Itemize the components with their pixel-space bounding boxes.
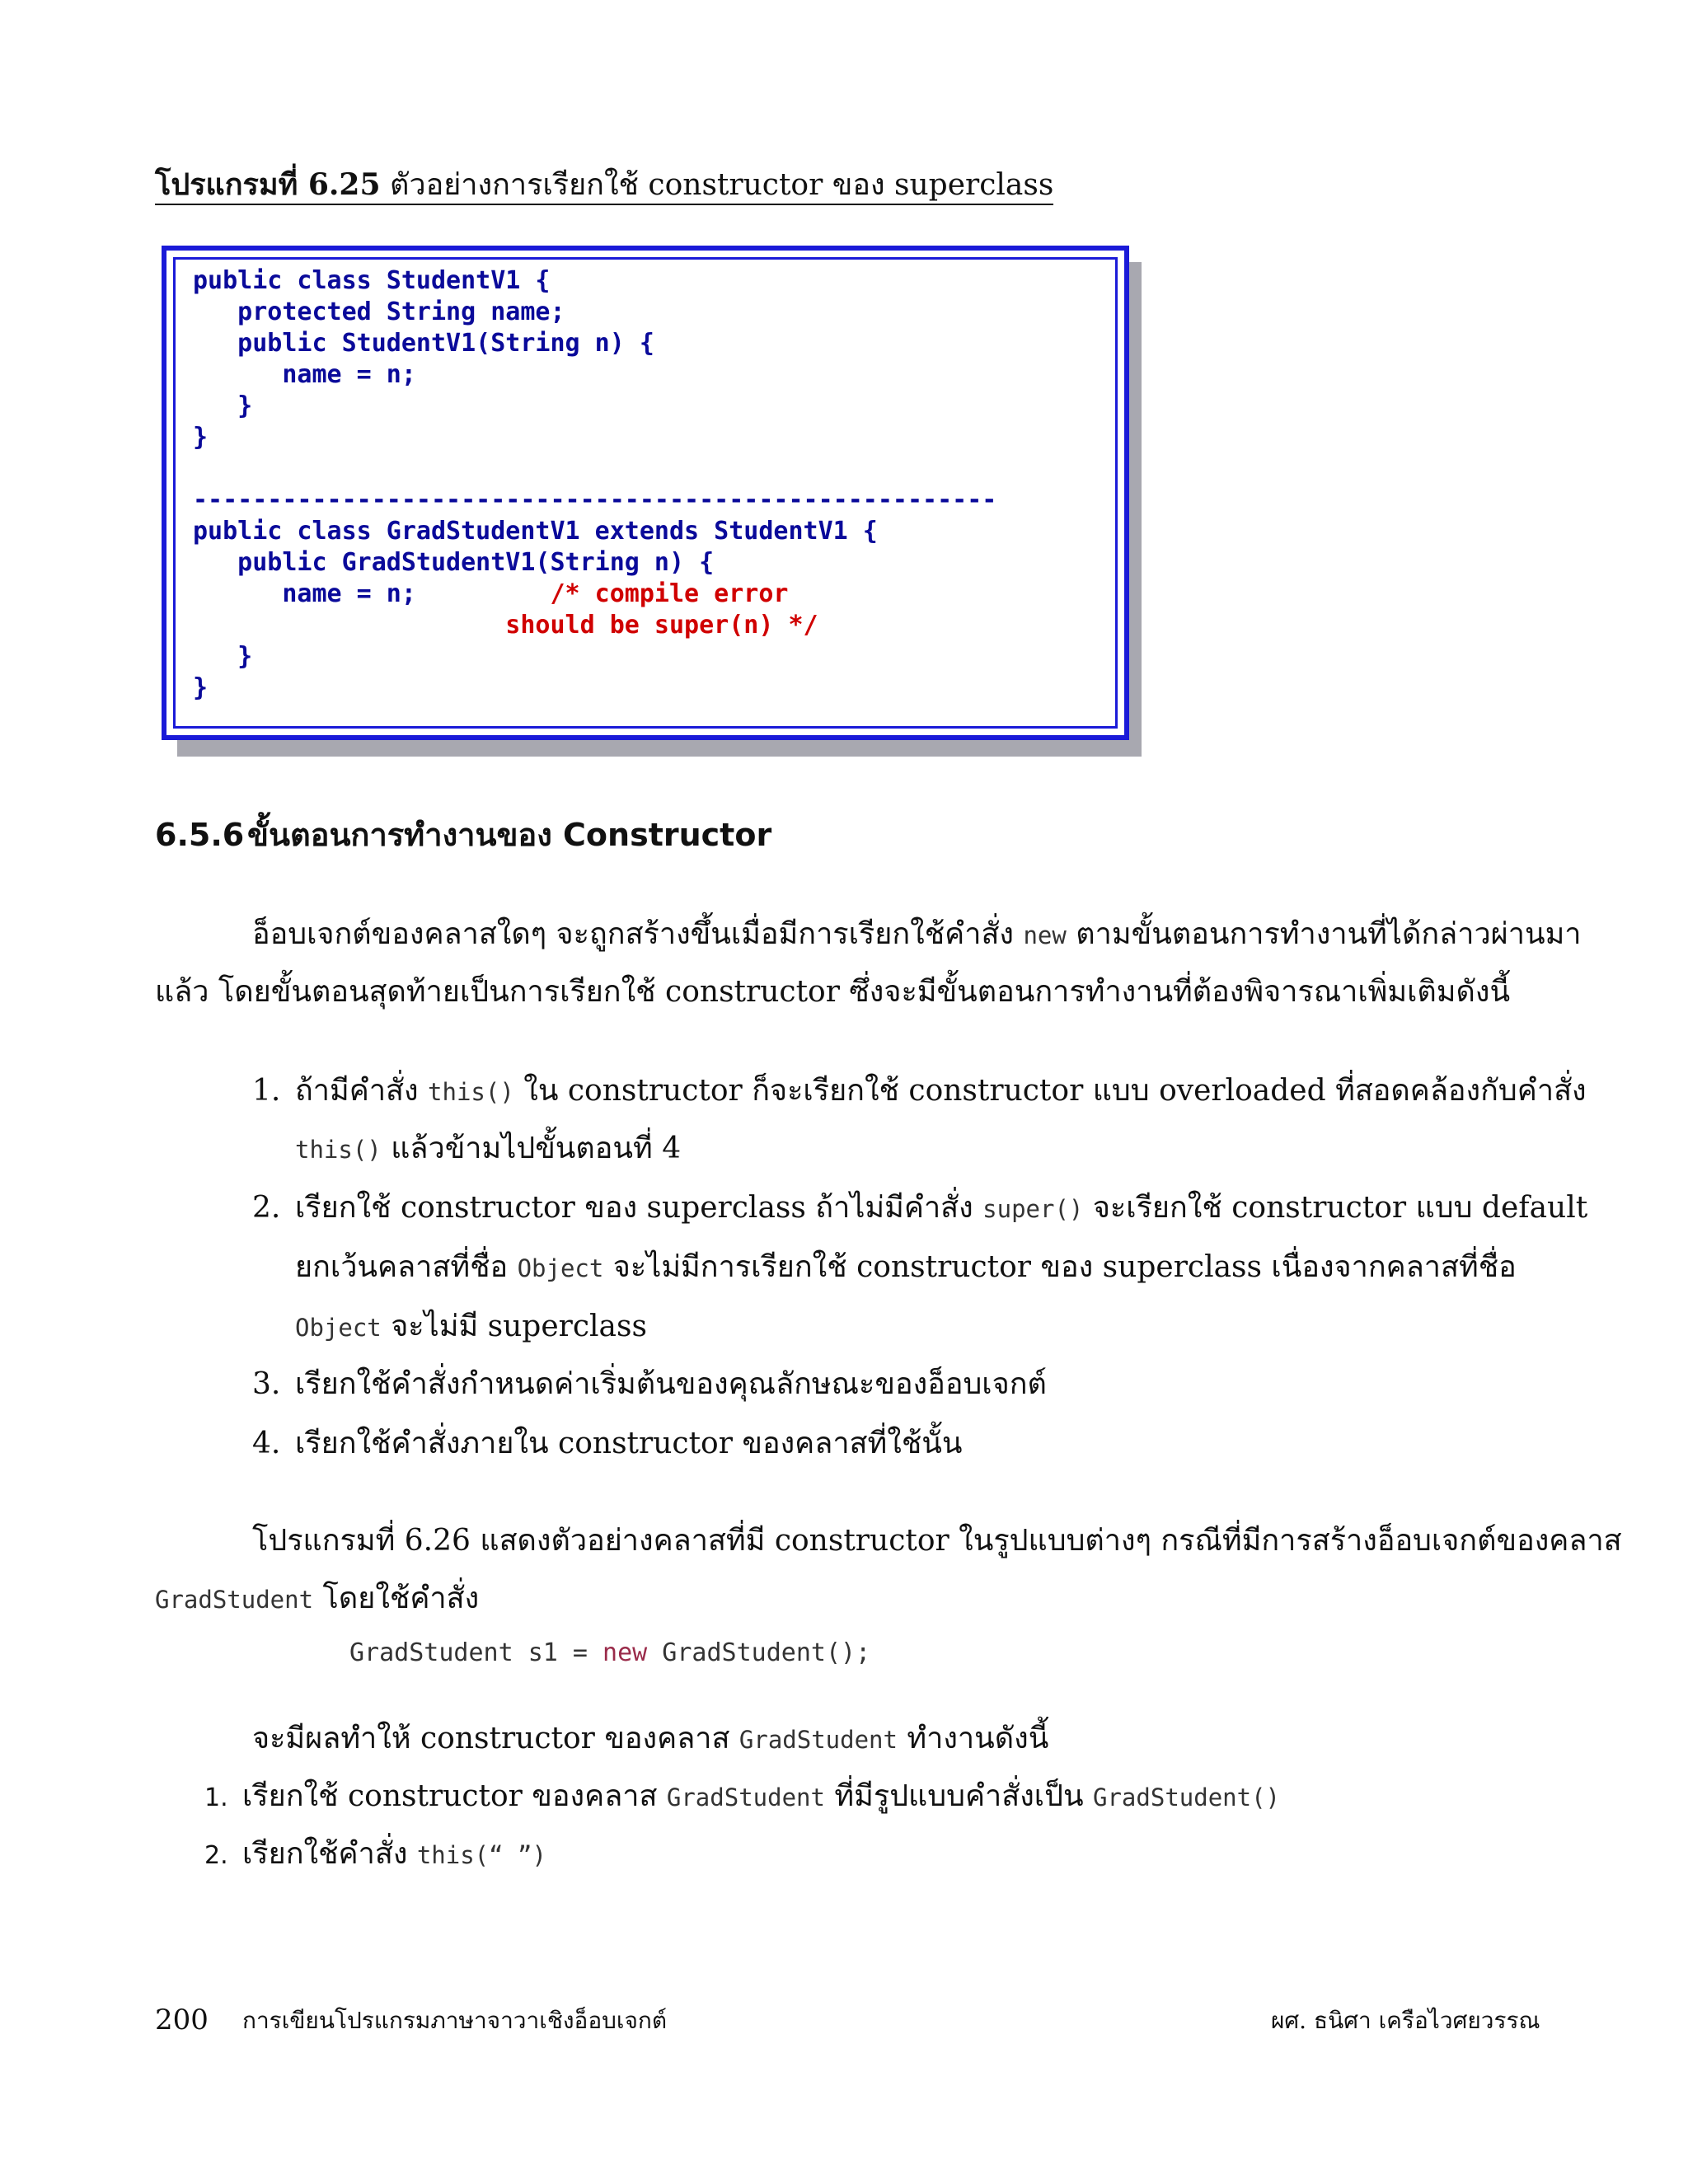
- step-number: 1.: [204, 1783, 228, 1812]
- step-2-continued: [295, 1248, 1517, 1288]
- inline-code: GradStudent: [155, 1586, 314, 1614]
- inline-code: this(): [295, 1136, 382, 1164]
- step-number: 2.: [204, 1841, 228, 1870]
- code-separator: ------------------------------------------------------: [193, 485, 997, 514]
- step-number: 1.: [252, 1074, 281, 1108]
- caption-label: โปรแกรมที่ 6.25: [155, 167, 381, 202]
- example-code: [349, 1637, 870, 1670]
- step-1-continued: [295, 1129, 681, 1169]
- code-line: }: [193, 423, 209, 452]
- step-text: เรียกใช้ constructor ของคลาส: [242, 1779, 667, 1813]
- inline-code: GradStudent: [666, 1783, 825, 1811]
- code-line: public GradStudentV1(String n) {: [193, 548, 715, 577]
- step-text: ถ้ามีคำสั่ง: [295, 1074, 429, 1108]
- inline-code: Object: [517, 1254, 604, 1282]
- step-text: เรียกใช้คำสั่ง: [242, 1837, 417, 1871]
- program-caption: [155, 165, 1053, 205]
- intro-line-2: แล้ว โดยขั้นตอนสุดท้ายเป็นการเรียกใช้ constructor ซึ่งจะมีขั้นตอนการทำงานที่ต้องพิจารณาเพิ่มเติมดังนี้: [155, 975, 1511, 1009]
- inline-code: GradStudent(): [1093, 1783, 1280, 1811]
- section-title: ขั้นตอนการทำงานของ Constructor: [247, 817, 772, 853]
- inline-code: super(): [982, 1195, 1084, 1223]
- code-listing: [193, 265, 996, 704]
- example-code-text: GradStudent s1 =: [349, 1638, 603, 1667]
- step-text: ใน constructor ก็จะเรียกใช้ constructor แบบ overloaded ที่สอดคล้องกับคำสั่ง: [513, 1074, 1587, 1108]
- caption-text: ตัวอย่างการเรียกใช้ constructor ของ superclass: [380, 168, 1054, 202]
- code-line: public class StudentV1 {: [193, 266, 551, 295]
- example-code-text: GradStudent();: [647, 1638, 871, 1667]
- result-step-1: [204, 1777, 1280, 1818]
- step-number: 4.: [252, 1427, 281, 1460]
- result-step-2: [204, 1835, 546, 1876]
- code-error-comment: /* compile error: [415, 579, 789, 608]
- step-text: เรียกใช้คำสั่งกำหนดค่าเริ่มต้นของคุณลักษณะของอ็อบเจกต์: [295, 1367, 1047, 1401]
- inline-code: this(“ ”): [416, 1841, 546, 1869]
- step-text: แล้วข้ามไปขั้นตอนที่ 4: [381, 1132, 682, 1165]
- author-name: ผศ. ธนิศา เครือไวศยวรรณ: [1271, 2007, 1540, 2034]
- code-line: protected String name;: [193, 298, 565, 326]
- section-heading: [155, 814, 771, 855]
- step-text: จะเรียกใช้ constructor แบบ default: [1083, 1191, 1588, 1225]
- step-4: [252, 1424, 962, 1464]
- code-line: }: [193, 673, 209, 702]
- code-line: [193, 611, 505, 640]
- section-number: 6.5.6: [155, 817, 245, 853]
- inline-code: GradStudent: [738, 1726, 898, 1754]
- intro-text: ตามขั้นตอนการทำงานที่ได้กล่าวผ่านมา: [1066, 917, 1582, 951]
- step-number: 3.: [252, 1367, 281, 1401]
- inline-code-new: new: [1023, 921, 1067, 949]
- intro-text: อ็อบเจกต์ของคลาสใดๆ จะถูกสร้างขึ้นเมื่อมีการเรียกใช้คำสั่ง: [252, 917, 1024, 951]
- result-line: [252, 1719, 1048, 1760]
- book-title: การเขียนโปรแกรมภาษาจาวาเชิงอ็อบเจกต์: [242, 2007, 668, 2034]
- result-text: ทำงานดังนี้: [897, 1722, 1049, 1755]
- para-text: โดยใช้คำสั่ง: [313, 1582, 480, 1615]
- step-3: [252, 1365, 1047, 1404]
- step-text: จะไม่มี superclass: [381, 1310, 647, 1343]
- code-error-comment: should be super(n) */: [505, 611, 818, 640]
- code-line: name = n;: [193, 360, 416, 389]
- code-line: }: [193, 642, 253, 671]
- code-line: public StudentV1(String n) {: [193, 329, 654, 358]
- code-line: }: [193, 391, 253, 420]
- step-text: จะไม่มีการเรียกใช้ constructor ของ superclass เนื่องจากคลาสที่ชื่อ: [603, 1250, 1517, 1284]
- code-line: public class GradStudentV1 extends StudentV1 {: [193, 517, 878, 546]
- step-2: [252, 1188, 1587, 1229]
- step-1: [252, 1071, 1587, 1112]
- result-text: จะมีผลทำให้ constructor ของคลาส: [252, 1722, 739, 1755]
- example-code-keyword: new: [603, 1638, 648, 1667]
- step-text: เรียกใช้คำสั่งภายใน constructor ของคลาสที่ใช้นั้น: [295, 1427, 963, 1460]
- step-text: ยกเว้นคลาสที่ชื่อ: [295, 1250, 518, 1284]
- step-text: ที่มีรูปแบบคำสั่งเป็น: [824, 1779, 1094, 1813]
- inline-code: this(): [428, 1078, 514, 1106]
- inline-code: Object: [295, 1314, 382, 1342]
- page-number: 200: [155, 2004, 209, 2036]
- para2-line-1: โปรแกรมที่ 6.26 แสดงตัวอย่างคลาสที่มี constructor ในรูปแบบต่างๆ กรณีที่มีการสร้างอ็อบเจกต์ของคลาส: [252, 1524, 1622, 1558]
- intro-line-1: [252, 915, 1582, 955]
- step-number: 2.: [252, 1191, 281, 1225]
- para2-line-2: [155, 1579, 479, 1619]
- code-line: name = n;: [193, 579, 416, 608]
- step-text: เรียกใช้ constructor ของ superclass ถ้าไม่มีคำสั่ง: [295, 1191, 983, 1225]
- step-2-continued-2: [295, 1307, 647, 1347]
